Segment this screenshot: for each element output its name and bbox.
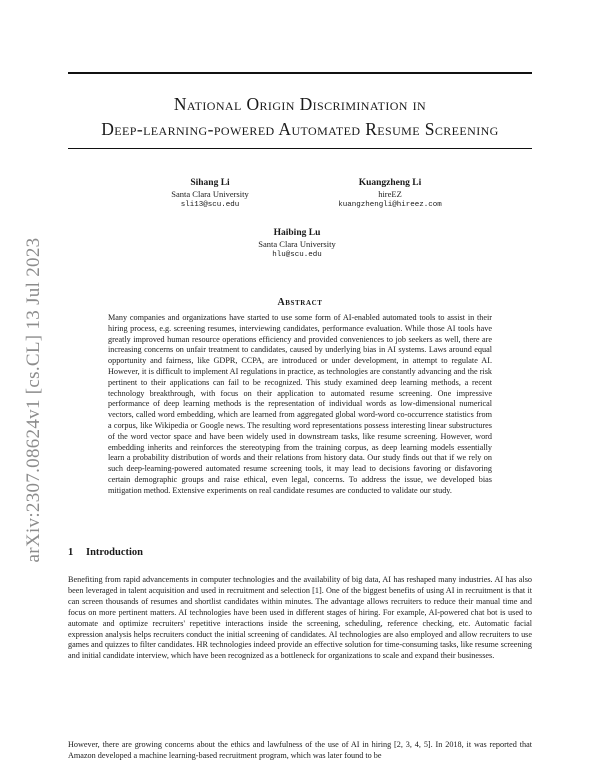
author-email[interactable]: kuangzhengli@hireez.com (338, 201, 442, 209)
author-name: Sihang Li (190, 178, 230, 188)
author-block-3 (207, 228, 387, 261)
author-affiliation: hireEZ (378, 189, 402, 199)
abstract-heading: Abstract (277, 297, 323, 308)
author-name: Haibing Lu (273, 228, 321, 238)
abstract-text: Many companies and organizations have started to use some form of AI-enabled automated tools to assist in their hiring process, e.g. screening resumes, interviewing candidates, performance evaluation. While those AI tools have greatly improved human resource operations efficiency and provided conveniences to job seekers as well, there are increasing concerns on unfair treatment to candidates, caused by underlying bias in AI systems. Laws around equal opportunity and fairness, like GDPR, CCPA, are introduced or under development, in attempt to regulate AI. However, it is difficult to implement AI regulations in practice, as technologies are constantly advancing and the risk pertinent to their applications can fail to be recognized. This study examined deep learning methods, a recent technology breakthrough, with focus on their application to automated resume screening. One impressive performance of deep learning methods is the representation of individual words as low-dimensional numerical vectors, called word embedding, which are learned from aggregated global word-word co-occurrence statistics from a corpus, like Wikipedia or Google news. The resulting word representations possess interesting linear substructures of the word vector space and have been widely used in downstream tasks, like resume screening. However, word embedding inherits and reinforces the stereotyping from the training corpus, as deep learning models essentially learn a probability distribution of words and their relations from history data. Our study finds out that if we rely on such deep-learning-powered automated resume screening tools, it may lead to decisions favoring or disfavoring certain demographic groups and raise ethical, even legal, concerns. To address the issue, we developed bias mitigation method. Extensive experiments on real candidate resumes are conducted to validate our study. (108, 313, 492, 495)
author-name: Kuangzheng Li (358, 178, 422, 188)
author-block-1 (120, 178, 300, 211)
author-block-2 (300, 178, 480, 211)
author-affiliation: Santa Clara University (258, 239, 336, 249)
intro-paragraph-2: However, there are growing concerns about the ethics and lawfulness of the use of AI in hiring [2, 3, 4, 5]. In 2018, it was reported that Amazon developed a machine learning-based recruitment program, which was later found to be (68, 740, 532, 760)
paper-title (60, 92, 540, 142)
paper-title-line-1: National Origin Discrimination in (173, 94, 427, 114)
section-number: 1 (68, 547, 74, 558)
intro-paragraph-1: Benefiting from rapid advancements in computer technologies and the availability of big data, AI has reshaped many industries. AI has also been leveraged in talent acquisition and used in recruitment and selection [1]. One of the biggest benefits of using AI in recruitment is that it can screen thousands of resumes and shortlist candidates within minutes. The advantage allows recruiters to reduce their manual time and focus on more pertinent matters. AI technologies have been used in different stages of hiring. For example, AI-powered chat bot is used to automate and optimize recruiters' repetitive interactions inside the screening, scheduling, reference checking, etc. Automatic facial expression analysis helps recruiters conduct the initial screening of candidates. AI technologies are also employed and allow recruiters to use games and quizzes to filter candidates. HR technologies indeed provide an effective solution for time-consuming tasks, like resume screening and initial candidate interview, which have been recognized as a bottleneck for organizations to scale and expand their businesses. (68, 575, 532, 661)
section-heading-introduction (68, 547, 143, 558)
title-rule-bottom (68, 148, 532, 149)
arxiv-stamp-text: arXiv:2307.08624v1 [cs.CL] 13 Jul 2023 (23, 237, 44, 563)
author-email[interactable]: sli13@scu.edu (180, 201, 240, 209)
section-title: Introduction (86, 547, 143, 558)
author-email[interactable]: hlu@scu.edu (272, 251, 322, 259)
author-affiliation: Santa Clara University (171, 189, 249, 199)
title-rule-top (68, 72, 532, 74)
paper-title-line-2: Deep-learning-powered Automated Resume Screening (101, 119, 499, 139)
